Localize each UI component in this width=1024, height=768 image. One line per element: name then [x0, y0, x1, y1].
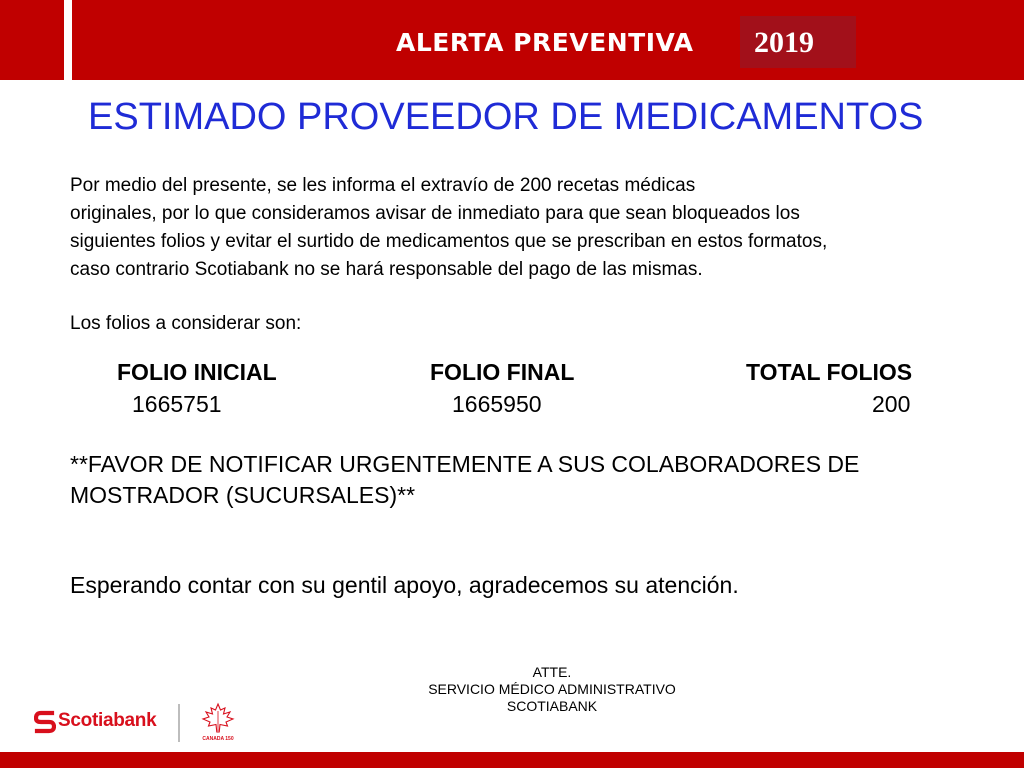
folio-inicial-value: 1665751	[132, 391, 222, 417]
folio-final-header: FOLIO FINAL	[430, 359, 575, 385]
page-title: ESTIMADO PROVEEDOR DE MEDICAMENTOS	[88, 96, 924, 138]
signature-line-company: SCOTIABANK	[506, 698, 598, 714]
total-folios-header: TOTAL FOLIOS	[746, 359, 913, 385]
folios-intro: Los folios a considerar son:	[70, 313, 302, 334]
signature-block	[340, 664, 764, 715]
scotiabank-wordmark: Scotiabank	[58, 710, 157, 731]
notify-warning: **FAVOR DE NOTIFICAR URGENTEMENTE A SUS COLABORADORES DE MOSTRADOR (SUCURSALES)**	[70, 451, 860, 508]
total-folios-value: 200	[872, 391, 911, 417]
folio-inicial-header: FOLIO INICIAL	[117, 359, 277, 385]
year-text: 2019	[754, 26, 814, 59]
alert-title: ALERTA PREVENTIVA	[396, 28, 694, 57]
header-bar-left	[0, 0, 64, 80]
maple-leaf-icon	[200, 702, 236, 736]
footer-logo	[34, 700, 254, 746]
body-paragraph: Por medio del presente, se les informa el extravío de 200 recetas médicas originales, por lo que consideramos avisar de inmediato para que sean bloqueados los siguientes folios y evitar el surtido de medicamentos que se prescriban en estos formatos, caso contrario Scotiabank no se hará responsable del pago de las mismas.	[70, 175, 828, 280]
scotiabank-s-icon	[34, 709, 56, 735]
logo-divider	[178, 704, 180, 742]
closing-text: Esperando contar con su gentil apoyo, agradecemos su atención.	[70, 572, 739, 598]
signature-line-atte: ATTE.	[532, 664, 572, 680]
footer-bar	[0, 752, 1024, 768]
folio-final-value: 1665950	[452, 391, 542, 417]
canada-150-label: CANADA 150	[202, 736, 234, 742]
signature-line-department: SERVICIO MÉDICO ADMINISTRATIVO	[428, 681, 676, 697]
